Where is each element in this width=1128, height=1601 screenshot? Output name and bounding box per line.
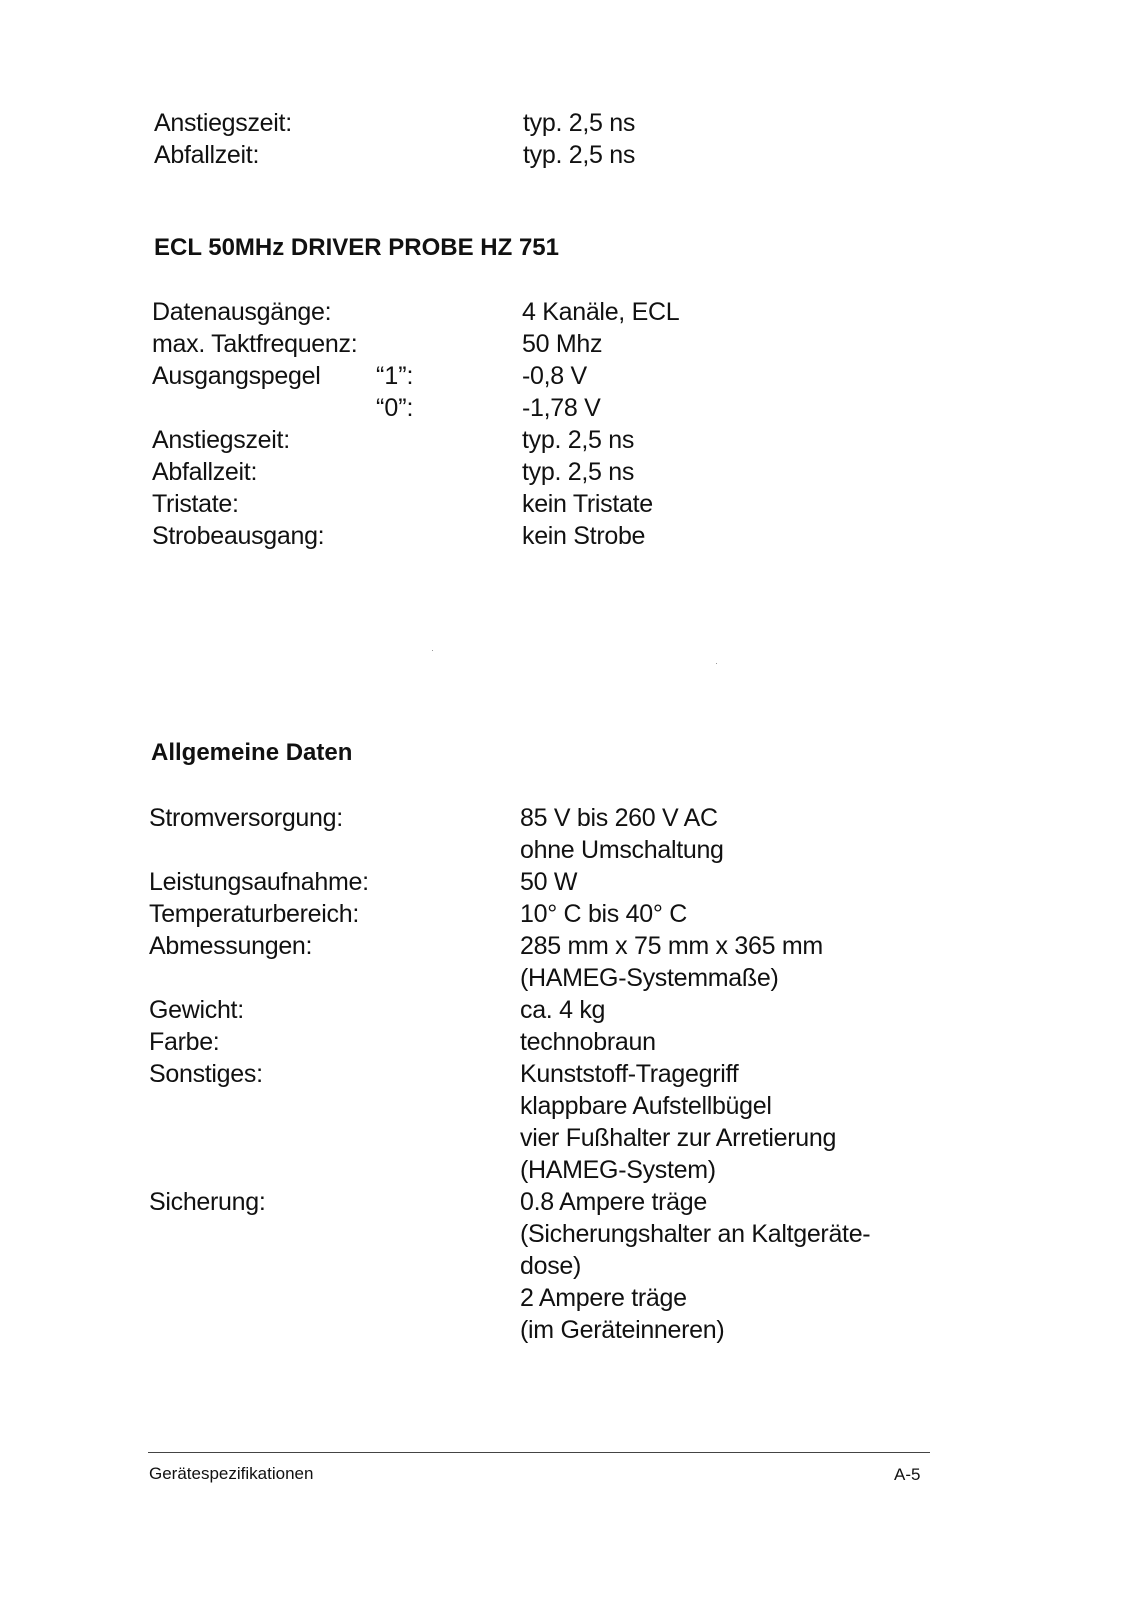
general-spec-value: dose) (520, 1252, 582, 1280)
general-spec-value: (im Geräteinneren) (520, 1316, 725, 1344)
general-spec-value: Kunststoff-Tragegriff (520, 1060, 739, 1088)
ecl-spec-value: -1,78 V (522, 394, 601, 422)
general-spec-row (0, 802, 1128, 834)
ecl-spec-table (0, 296, 1128, 552)
spec-value: typ. 2,5 ns (523, 141, 636, 169)
general-spec-label: Temperaturbereich: (149, 900, 359, 928)
general-spec-value: (Sicherungshalter an Kaltgeräte- (520, 1220, 871, 1248)
ecl-spec-row (0, 360, 1128, 392)
general-spec-value: 285 mm x 75 mm x 365 mm (520, 932, 823, 960)
ecl-section-heading: ECL 50MHz DRIVER PROBE HZ 751 (154, 234, 559, 261)
general-spec-label: Sicherung: (149, 1188, 266, 1216)
ecl-spec-value: typ. 2,5 ns (522, 426, 635, 454)
general-spec-row (0, 834, 1128, 866)
general-spec-row (0, 1154, 1128, 1186)
general-spec-value: 0.8 Ampere träge (520, 1188, 707, 1216)
general-spec-value: 50 W (520, 868, 578, 896)
ecl-spec-value: kein Strobe (522, 522, 646, 550)
general-spec-row (0, 1026, 1128, 1058)
general-spec-label: Sonstiges: (149, 1060, 263, 1088)
ecl-spec-row (0, 424, 1128, 456)
general-spec-row (0, 1250, 1128, 1282)
general-spec-label: Farbe: (149, 1028, 220, 1056)
general-section-heading: Allgemeine Daten (151, 739, 353, 766)
top-spec-block (0, 107, 1128, 171)
ecl-spec-row (0, 296, 1128, 328)
ecl-spec-row (0, 520, 1128, 552)
general-spec-value: 10° C bis 40° C (520, 900, 687, 928)
general-spec-label: Abmessungen: (149, 932, 313, 960)
ecl-spec-label: Tristate: (152, 490, 239, 518)
ecl-spec-value: typ. 2,5 ns (522, 458, 635, 486)
general-spec-label: Leistungsaufnahme: (149, 868, 369, 896)
ecl-spec-row (0, 392, 1128, 424)
general-spec-label: Stromversorgung: (149, 804, 343, 832)
ecl-spec-value: -0,8 V (522, 362, 587, 390)
general-spec-value: ca. 4 kg (520, 996, 606, 1024)
general-spec-value: (HAMEG-System) (520, 1156, 716, 1184)
general-spec-value: klappbare Aufstellbügel (520, 1092, 772, 1120)
scan-speck (716, 663, 717, 664)
general-spec-row (0, 962, 1128, 994)
ecl-spec-row (0, 328, 1128, 360)
ecl-spec-label: Abfallzeit: (152, 458, 258, 486)
general-spec-value: 2 Ampere träge (520, 1284, 687, 1312)
ecl-spec-label: Ausgangspegel (152, 362, 321, 390)
ecl-spec-row (0, 456, 1128, 488)
spec-label: Abfallzeit: (154, 141, 260, 169)
footer-divider (148, 1452, 930, 1453)
ecl-spec-level: “1”: (376, 362, 414, 390)
ecl-spec-label: Strobeausgang: (152, 522, 325, 550)
general-spec-row (0, 1186, 1128, 1218)
ecl-spec-row (0, 488, 1128, 520)
ecl-spec-value: 4 Kanäle, ECL (522, 298, 680, 326)
general-spec-row (0, 1218, 1128, 1250)
general-spec-label: Gewicht: (149, 996, 244, 1024)
ecl-spec-label: Anstiegszeit: (152, 426, 290, 454)
scan-speck (432, 650, 433, 651)
general-spec-value: technobraun (520, 1028, 656, 1056)
general-spec-value: (HAMEG-Systemmaße) (520, 964, 779, 992)
footer-section-title: Gerätespezifikationen (149, 1464, 314, 1483)
spec-row (0, 107, 1128, 139)
general-spec-row (0, 1122, 1128, 1154)
ecl-spec-label: Datenausgänge: (152, 298, 332, 326)
ecl-spec-label: max. Taktfrequenz: (152, 330, 358, 358)
general-spec-row (0, 1090, 1128, 1122)
general-spec-row (0, 898, 1128, 930)
spec-label: Anstiegszeit: (154, 109, 292, 137)
ecl-spec-value: 50 Mhz (522, 330, 603, 358)
general-spec-value: 85 V bis 260 V AC (520, 804, 718, 832)
spec-row (0, 139, 1128, 171)
general-spec-value: ohne Umschaltung (520, 836, 724, 864)
general-spec-row (0, 1282, 1128, 1314)
general-spec-row (0, 1058, 1128, 1090)
footer-page-number: A-5 (894, 1465, 921, 1484)
spec-value: typ. 2,5 ns (523, 109, 636, 137)
general-spec-row (0, 1314, 1128, 1346)
general-spec-table (0, 802, 1128, 1346)
general-spec-row (0, 994, 1128, 1026)
general-spec-value: vier Fußhalter zur Arretierung (520, 1124, 837, 1152)
ecl-spec-level: “0”: (376, 394, 414, 422)
general-spec-row (0, 866, 1128, 898)
general-spec-row (0, 930, 1128, 962)
ecl-spec-value: kein Tristate (522, 490, 653, 518)
